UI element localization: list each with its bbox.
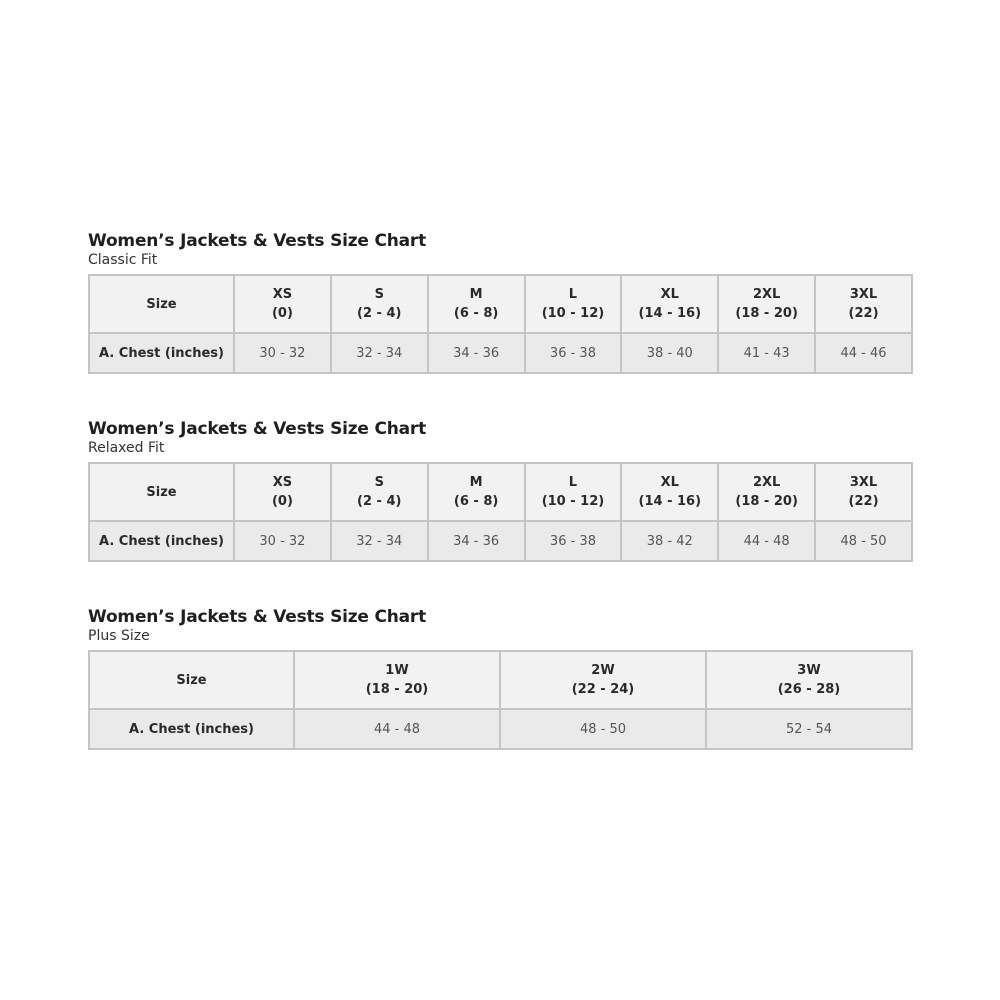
size-code: XL	[660, 475, 679, 490]
size-cell	[428, 463, 525, 521]
size-range: (18 - 20)	[735, 494, 798, 509]
size-range: (22)	[848, 306, 879, 321]
size-cell	[815, 463, 912, 521]
size-code: M	[469, 287, 483, 302]
header-label-cell	[89, 463, 234, 521]
header-label: Size	[146, 296, 177, 312]
chest-value: 44 - 46	[840, 345, 887, 361]
chest-value-cell	[718, 333, 815, 373]
chest-value-cell	[718, 521, 815, 561]
size-cell	[428, 275, 525, 333]
size-code: 2XL	[752, 287, 781, 302]
size-cell	[234, 275, 331, 333]
size-table	[88, 462, 913, 562]
size-code: S	[374, 475, 384, 490]
size-range: (10 - 12)	[541, 494, 605, 509]
chest-value-cell	[331, 333, 428, 373]
size-code: L	[568, 475, 578, 490]
size-code: 1W	[385, 663, 409, 678]
chest-value-cell	[500, 709, 706, 749]
chest-value: 48 - 50	[579, 721, 627, 737]
size-code: XS	[272, 287, 293, 302]
chest-value-cell	[331, 521, 428, 561]
chest-value-cell	[294, 709, 500, 749]
header-label: Size	[146, 484, 177, 500]
chest-value: 41 - 43	[743, 345, 790, 361]
chest-value: 30 - 32	[259, 345, 306, 361]
size-table	[88, 650, 913, 750]
size-cell	[331, 463, 428, 521]
chest-value-cell	[428, 521, 525, 561]
chest-value: 38 - 40	[646, 345, 693, 361]
size-code: 3XL	[849, 475, 878, 490]
section-title: Women’s Jackets & Vests Size Chart	[88, 607, 427, 627]
size-range: (2 - 4)	[357, 306, 402, 321]
size-header-row	[89, 651, 912, 709]
size-cell	[525, 275, 622, 333]
row-label: A. Chest (inches)	[99, 345, 224, 361]
section-title: Women’s Jackets & Vests Size Chart	[88, 231, 427, 251]
header-label-cell	[89, 275, 234, 333]
size-cell	[500, 651, 706, 709]
size-header-row	[89, 463, 912, 521]
size-code: 3XL	[849, 287, 878, 302]
chest-value: 44 - 48	[373, 721, 421, 737]
size-cell	[331, 275, 428, 333]
size-range: (14 - 16)	[638, 306, 702, 321]
chest-value-cell	[621, 521, 718, 561]
row-label: A. Chest (inches)	[99, 533, 224, 549]
size-range: (6 - 8)	[453, 306, 499, 321]
size-cell	[234, 463, 331, 521]
chest-row	[89, 709, 912, 749]
chest-value-cell	[815, 521, 912, 561]
size-cell	[718, 275, 815, 333]
size-cell	[621, 275, 718, 333]
size-cell	[294, 651, 500, 709]
section-subtitle: Classic Fit	[88, 252, 158, 268]
size-range: (22)	[848, 494, 879, 509]
chest-value: 36 - 38	[549, 345, 596, 361]
size-range: (10 - 12)	[541, 306, 605, 321]
size-cell	[621, 463, 718, 521]
chest-value: 30 - 32	[259, 533, 306, 549]
chest-value: 32 - 34	[356, 345, 403, 361]
size-cell	[815, 275, 912, 333]
row-label-cell	[89, 521, 234, 561]
size-range: (18 - 20)	[365, 682, 429, 697]
section-title: Women’s Jackets & Vests Size Chart	[88, 419, 427, 439]
chest-value: 38 - 42	[646, 533, 693, 549]
size-code: XS	[272, 475, 293, 490]
size-table	[88, 274, 913, 374]
chest-value-cell	[234, 333, 331, 373]
chest-value: 44 - 48	[743, 533, 790, 549]
size-chart-plus-size	[88, 607, 913, 750]
size-code: 2W	[591, 663, 615, 678]
size-header-row	[89, 275, 912, 333]
size-cell	[718, 463, 815, 521]
row-label: A. Chest (inches)	[129, 721, 254, 737]
chest-value: 48 - 50	[840, 533, 887, 549]
chest-value: 34 - 36	[453, 345, 500, 361]
chest-value-cell	[428, 333, 525, 373]
size-range: (0)	[271, 494, 293, 509]
size-range: (2 - 4)	[357, 494, 402, 509]
size-range: (0)	[271, 306, 293, 321]
chest-value-cell	[706, 709, 912, 749]
section-subtitle: Relaxed Fit	[88, 440, 165, 456]
chest-value-cell	[525, 333, 622, 373]
chest-row	[89, 333, 912, 373]
size-chart-classic-fit	[88, 231, 913, 374]
chest-value: 32 - 34	[356, 533, 403, 549]
size-code: 2XL	[752, 475, 781, 490]
size-chart-relaxed-fit	[88, 419, 913, 562]
size-cell	[706, 651, 912, 709]
size-cell	[525, 463, 622, 521]
section-subtitle: Plus Size	[88, 628, 150, 644]
size-code: S	[374, 287, 384, 302]
size-range: (18 - 20)	[735, 306, 798, 321]
size-range: (26 - 28)	[777, 682, 841, 697]
size-code: L	[568, 287, 578, 302]
size-range: (22 - 24)	[571, 682, 635, 697]
header-label-cell	[89, 651, 294, 709]
chest-value: 52 - 54	[785, 721, 833, 737]
size-range: (14 - 16)	[638, 494, 702, 509]
size-code: M	[469, 475, 483, 490]
row-label-cell	[89, 709, 294, 749]
chest-value-cell	[234, 521, 331, 561]
size-range: (6 - 8)	[453, 494, 499, 509]
header-label: Size	[176, 672, 207, 688]
chest-value: 36 - 38	[549, 533, 596, 549]
size-code: 3W	[797, 663, 821, 678]
chest-value-cell	[621, 333, 718, 373]
chest-row	[89, 521, 912, 561]
size-code: XL	[660, 287, 679, 302]
chest-value: 34 - 36	[453, 533, 500, 549]
chest-value-cell	[815, 333, 912, 373]
chest-value-cell	[525, 521, 622, 561]
row-label-cell	[89, 333, 234, 373]
